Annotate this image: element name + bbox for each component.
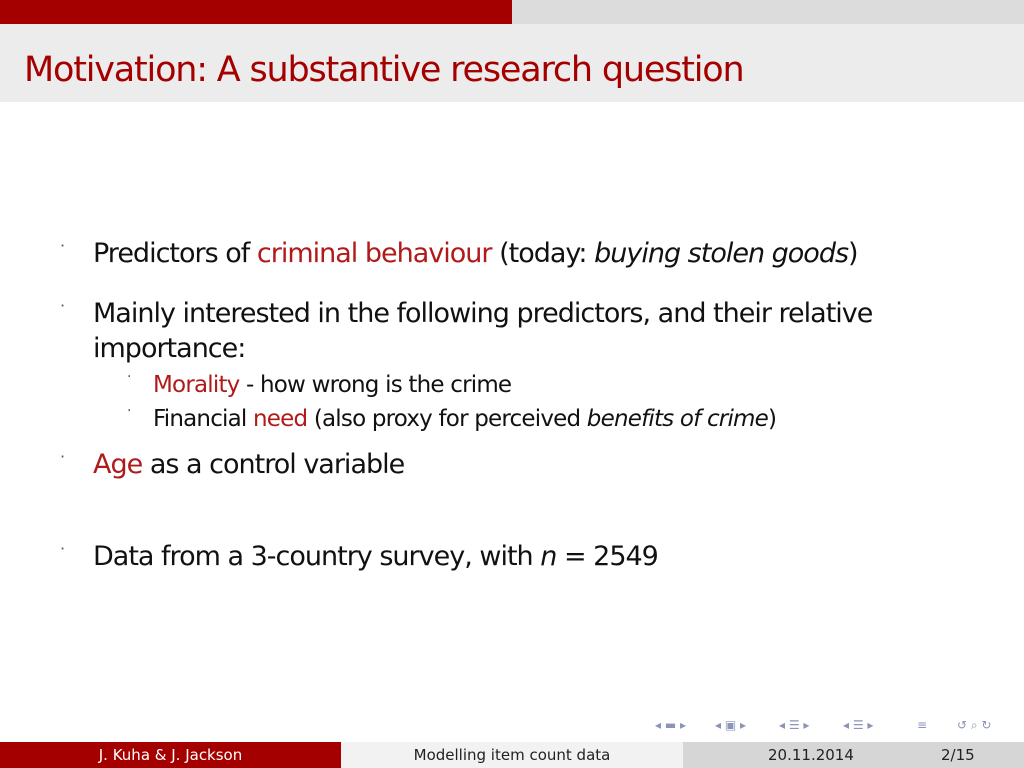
bullet-age <box>60 447 405 483</box>
highlight-morality: Morality <box>153 372 240 398</box>
nav-search-icon[interactable]: ↺ ⌕ ↻ <box>957 718 992 732</box>
bullet-text: ) <box>848 238 858 269</box>
nav-frame-icon[interactable]: ◂ ▣ ▸ <box>715 718 747 732</box>
italic-benefits-of-crime: benefits of crime <box>586 406 769 432</box>
bullet-icon: · <box>60 236 65 255</box>
bullet-text-line1: Mainly interested in the following predictors, and their relative <box>93 298 873 329</box>
bullet-predictors <box>60 236 858 272</box>
footer-talk-title: Modelling item count data <box>341 742 683 768</box>
bullet-text: Data from a 3-country survey, with <box>93 541 541 572</box>
sub-bullet-icon: · <box>127 369 131 385</box>
italic-n: n <box>540 541 557 572</box>
footer-page-number: 2/15 <box>941 746 975 764</box>
nav-section-icon[interactable]: ◂ ☰ ▸ <box>843 718 874 732</box>
bullet-text: (today: <box>491 238 595 269</box>
italic-buying-stolen-goods: buying stolen goods <box>594 238 849 269</box>
nav-subsection-icon[interactable]: ◂ ☰ ▸ <box>779 718 810 732</box>
footer-date: 20.11.2014 <box>768 746 854 764</box>
sub-bullet-text: Financial <box>153 406 254 432</box>
footer-authors: J. Kuha & J. Jackson <box>0 742 341 768</box>
sub-bullet-need <box>127 403 777 435</box>
footer-date-page <box>683 742 1024 768</box>
bullet-text: Predictors of <box>93 238 257 269</box>
slide-title: Motivation: A substantive research question <box>24 50 744 90</box>
bullet-text-line2: importance: <box>93 333 246 364</box>
highlight-need: need <box>253 406 308 432</box>
footer <box>0 742 1024 768</box>
bullet-main-interest-cont <box>93 331 245 367</box>
bullet-icon: · <box>60 296 65 315</box>
bullet-icon: · <box>60 539 65 558</box>
highlight-age: Age <box>93 449 143 480</box>
bullet-data <box>60 539 658 575</box>
sub-bullet-morality <box>127 369 512 401</box>
nav-align-icon[interactable]: ≡ <box>917 718 928 732</box>
bullet-text: as a control variable <box>142 449 405 480</box>
sub-bullet-text: (also proxy for perceived <box>307 406 587 432</box>
bullet-text: = 2549 <box>556 541 658 572</box>
bullet-icon: · <box>60 447 65 466</box>
bullet-main-interest <box>60 296 873 332</box>
sub-bullet-icon: · <box>127 403 131 419</box>
sub-bullet-text: - how wrong is the crime <box>239 372 512 398</box>
highlight-criminal-behaviour: criminal behaviour <box>256 238 492 269</box>
beamer-navigation <box>655 718 1015 736</box>
sub-bullet-text: ) <box>768 406 777 432</box>
nav-first-icon[interactable]: ◂ ▬ ▸ <box>655 718 687 732</box>
